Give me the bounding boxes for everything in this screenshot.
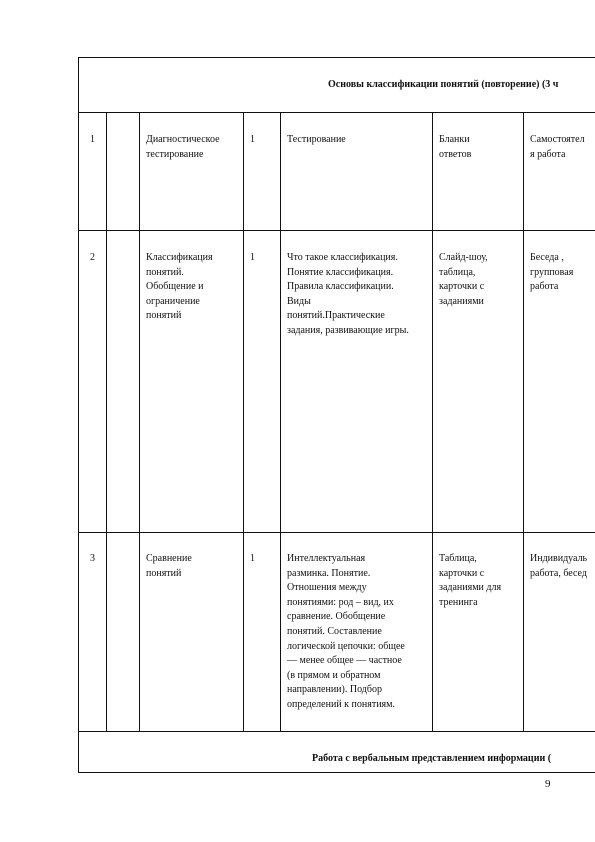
column-divider-4 xyxy=(280,112,281,731)
row-number: 2 xyxy=(90,252,95,263)
materials-cell: Слайд-шоу, таблица, карточки с заданиями xyxy=(439,252,488,307)
row-number: 3 xyxy=(90,553,95,564)
forms-cell: Индивидуаль работа, бесед xyxy=(530,553,588,579)
table-border-top xyxy=(78,57,595,58)
row-divider-3 xyxy=(78,731,595,732)
topic-cell: Классификация понятий. Обобщение и ограничение понятий xyxy=(146,252,213,322)
materials-cell: Бланки ответов xyxy=(439,134,472,160)
materials-cell: Таблица, карточки с заданиями для тренинга xyxy=(439,553,502,608)
row-divider-2 xyxy=(78,532,595,533)
column-divider-5 xyxy=(432,112,433,731)
hours-cell: 1 xyxy=(250,134,255,145)
topic-cell: Диагностическое тестирование xyxy=(146,134,220,160)
topic-cell: Сравнение понятий xyxy=(146,553,192,579)
forms-cell: Беседа , групповая работа xyxy=(530,252,574,293)
forms-cell: Самостоятел я работа xyxy=(530,134,585,160)
column-divider-6 xyxy=(523,112,524,731)
section-header-divider xyxy=(78,112,595,113)
table-border-left xyxy=(78,57,79,773)
column-divider-2 xyxy=(139,112,140,731)
row-divider-1 xyxy=(78,230,595,231)
content-cell: Что такое классификация. Понятие классификация. Правила классификации. Виды понятий.Практические задания, развивающие игры. xyxy=(287,252,409,336)
page-number: 9 xyxy=(545,778,551,790)
column-divider-1 xyxy=(106,112,107,731)
hours-cell: 1 xyxy=(250,252,255,263)
table-border-bottom xyxy=(78,772,595,773)
content-cell: Интеллектуальная разминка. Понятие. Отношения между понятиями: род – вид, их сравнение. Обобщение понятий. Составление логической цепочки: общее — менее общее — частное (в прямом и обратном направлении). Подбор определений к понятиям. xyxy=(287,553,405,710)
hours-cell: 1 xyxy=(250,553,255,564)
column-divider-3 xyxy=(243,112,244,731)
section-title: Работа с вербальным представлением информации ( xyxy=(312,753,552,764)
row-number: 1 xyxy=(90,134,95,145)
section-title: Основы классификации понятий (повторение) (3 ч xyxy=(328,79,559,90)
content-cell: Тестирование xyxy=(287,134,346,145)
